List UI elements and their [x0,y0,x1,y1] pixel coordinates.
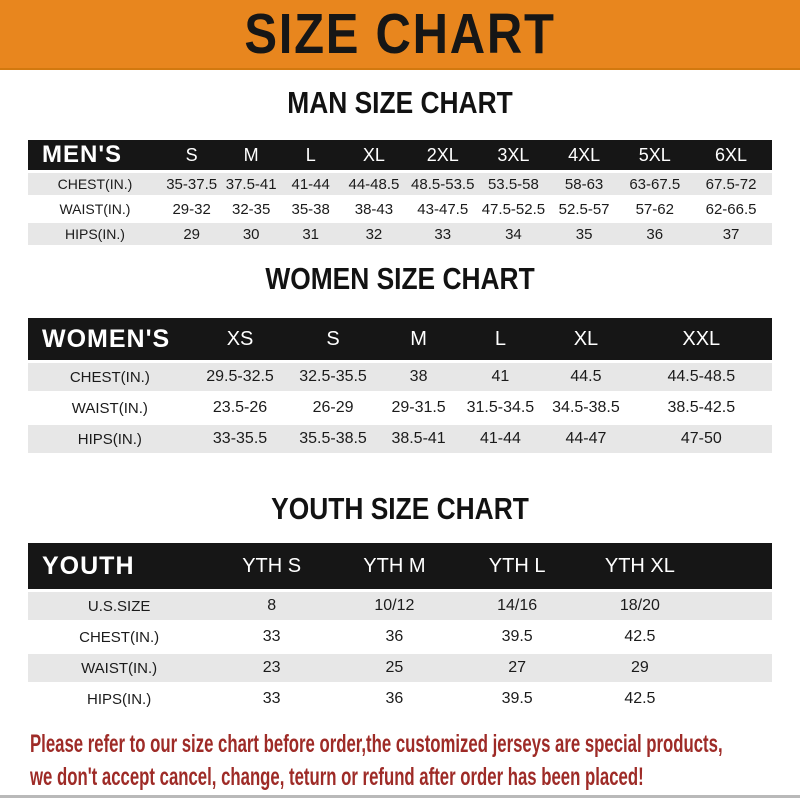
value-cell: 38.5-42.5 [631,394,772,422]
row-label: HIPS(IN.) [28,223,162,245]
value-cell: 29 [579,654,702,682]
youth-col-header [701,543,772,589]
value-cell [701,654,772,682]
women-table-title: WOMEN'S [28,318,192,360]
disclaimer-line-2: we don't accept cancel, change, teturn or refund after order has been placed! [30,763,644,791]
row-label: WAIST(IN.) [28,198,162,220]
value-cell: 38.5-41 [378,425,460,453]
value-cell: 43-47.5 [407,198,478,220]
women-col-header: XL [541,318,630,360]
disclaimer-line-1: Please refer to our size chart before order,the customized jerseys are special products, [30,730,723,758]
value-cell: 33 [210,685,333,713]
value-cell: 47.5-52.5 [478,198,549,220]
value-cell: 41-44 [281,173,341,195]
youth-col-header: YTH S [210,543,333,589]
men-col-header: 5XL [619,140,690,170]
value-cell: 47-50 [631,425,772,453]
men-col-header: 3XL [478,140,549,170]
value-cell: 48.5-53.5 [407,173,478,195]
youth-col-header: YTH L [456,543,579,589]
men-header-row [28,140,772,170]
value-cell: 35-38 [281,198,341,220]
value-cell: 23.5-26 [192,394,289,422]
men-col-header: 4XL [549,140,620,170]
women-col-header: S [288,318,377,360]
value-cell: 32.5-35.5 [288,363,377,391]
men-col-header: 6XL [690,140,772,170]
value-cell: 30 [221,223,281,245]
women-col-header: L [459,318,541,360]
section-men [0,86,800,248]
value-cell: 27 [456,654,579,682]
women-row-chestin [28,363,772,391]
value-cell: 29.5-32.5 [192,363,289,391]
value-cell: 36 [333,623,456,651]
row-label: CHEST(IN.) [28,363,192,391]
value-cell: 35-37.5 [162,173,222,195]
women-col-header: XS [192,318,289,360]
row-label: WAIST(IN.) [28,654,210,682]
row-label: CHEST(IN.) [28,173,162,195]
value-cell: 31.5-34.5 [459,394,541,422]
banner [0,0,800,70]
value-cell: 44.5-48.5 [631,363,772,391]
women-row-waistin [28,394,772,422]
value-cell: 29 [162,223,222,245]
value-cell: 35.5-38.5 [288,425,377,453]
value-cell [701,685,772,713]
value-cell: 14/16 [456,592,579,620]
youth-row-hipsin [28,685,772,713]
section-women [0,262,800,456]
banner-title: SIZE CHART [244,1,556,66]
youth-row-waistin [28,654,772,682]
value-cell: 57-62 [619,198,690,220]
men-table-title: MEN'S [28,140,162,170]
value-cell: 25 [333,654,456,682]
youth-row-chestin [28,623,772,651]
value-cell: 33 [210,623,333,651]
men-row-waistin [28,198,772,220]
youth-header-row [28,543,772,589]
row-label: WAIST(IN.) [28,394,192,422]
men-col-header: XL [340,140,407,170]
value-cell: 37 [690,223,772,245]
value-cell: 53.5-58 [478,173,549,195]
value-cell: 29-31.5 [378,394,460,422]
value-cell: 38 [378,363,460,391]
row-label: HIPS(IN.) [28,685,210,713]
youth-col-header: YTH XL [579,543,702,589]
value-cell: 23 [210,654,333,682]
women-col-header: M [378,318,460,360]
row-label: CHEST(IN.) [28,623,210,651]
value-cell: 10/12 [333,592,456,620]
value-cell: 44-47 [541,425,630,453]
value-cell: 38-43 [340,198,407,220]
value-cell: 37.5-41 [221,173,281,195]
women-heading: WOMEN SIZE CHART [265,261,535,296]
youth-table-title: YOUTH [28,543,210,589]
value-cell: 32 [340,223,407,245]
men-col-header: M [221,140,281,170]
value-cell: 62-66.5 [690,198,772,220]
row-label: HIPS(IN.) [28,425,192,453]
men-col-header: 2XL [407,140,478,170]
value-cell: 8 [210,592,333,620]
value-cell [701,623,772,651]
value-cell: 41-44 [459,425,541,453]
disclaimer [30,728,800,794]
value-cell: 63-67.5 [619,173,690,195]
youth-size-table [28,540,772,716]
value-cell: 34.5-38.5 [541,394,630,422]
value-cell: 58-63 [549,173,620,195]
value-cell: 26-29 [288,394,377,422]
value-cell: 52.5-57 [549,198,620,220]
men-col-header: S [162,140,222,170]
value-cell: 31 [281,223,341,245]
men-row-hipsin [28,223,772,245]
value-cell: 42.5 [579,623,702,651]
youth-row-ussize [28,592,772,620]
men-size-table [28,137,772,248]
youth-heading: YOUTH SIZE CHART [271,491,529,526]
value-cell: 35 [549,223,620,245]
men-row-chestin [28,173,772,195]
men-col-header: L [281,140,341,170]
youth-col-header: YTH M [333,543,456,589]
value-cell: 39.5 [456,623,579,651]
bottom-divider [0,795,800,798]
women-header-row [28,318,772,360]
value-cell: 39.5 [456,685,579,713]
value-cell: 67.5-72 [690,173,772,195]
value-cell: 44-48.5 [340,173,407,195]
section-youth [0,492,800,716]
value-cell: 36 [619,223,690,245]
value-cell: 41 [459,363,541,391]
value-cell [701,592,772,620]
value-cell: 36 [333,685,456,713]
value-cell: 18/20 [579,592,702,620]
value-cell: 33-35.5 [192,425,289,453]
women-col-header: XXL [631,318,772,360]
value-cell: 42.5 [579,685,702,713]
size-chart-sections [0,86,800,716]
men-heading: MAN SIZE CHART [287,85,513,120]
value-cell: 33 [407,223,478,245]
value-cell: 34 [478,223,549,245]
women-row-hipsin [28,425,772,453]
row-label: U.S.SIZE [28,592,210,620]
value-cell: 29-32 [162,198,222,220]
women-size-table [28,315,772,456]
value-cell: 44.5 [541,363,630,391]
value-cell: 32-35 [221,198,281,220]
